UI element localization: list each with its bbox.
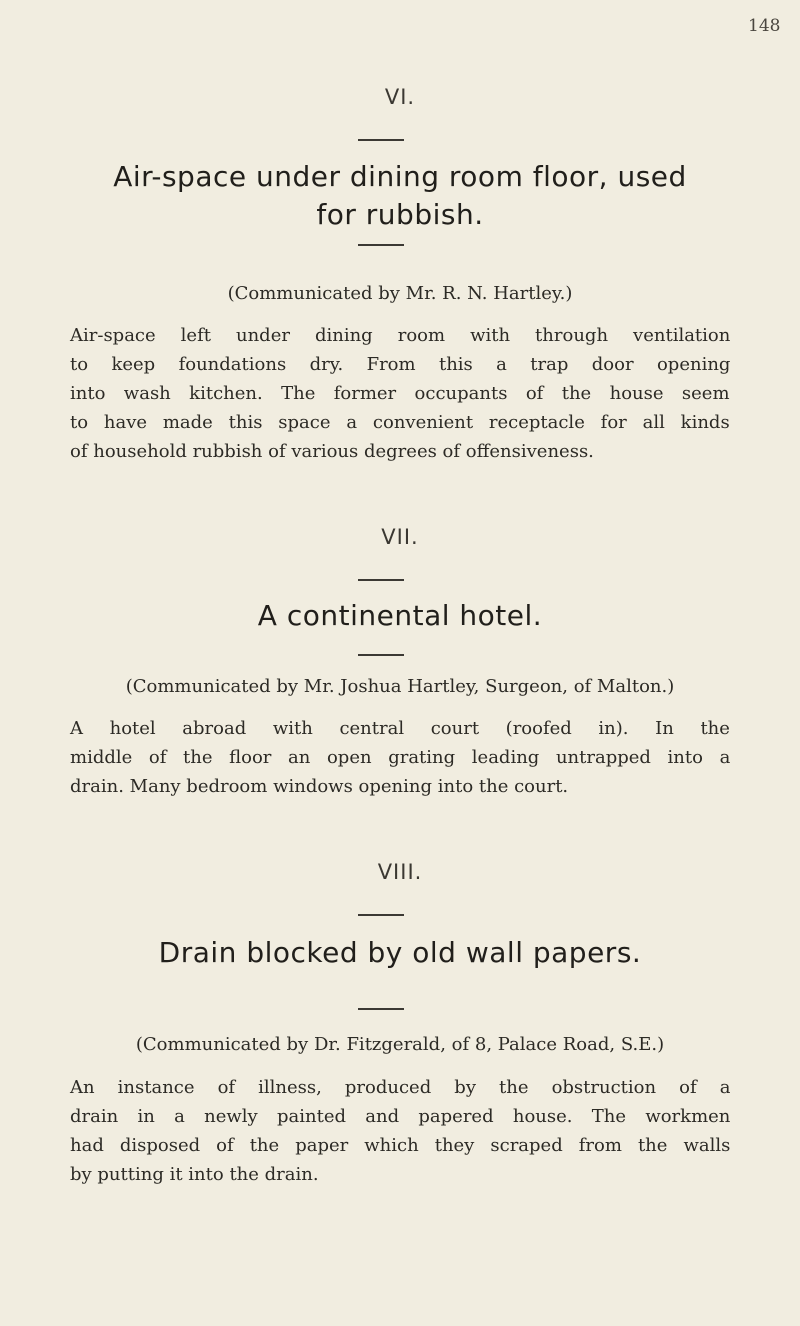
section-credit-vii: (Communicated by Mr. Joshua Hartley, Surgeon, of Malton.) [125,676,675,697]
body-line: into wash kitchen. The former occupants of the house seem [70,383,730,404]
body-line: by putting it into the drain. [70,1164,319,1185]
heading-line: for rubbish. [316,198,484,231]
section-numeral-viii: VIII. [377,860,423,884]
body-line: An instance of illness, produced by the obstruction of a [70,1077,731,1098]
page-number: 148 [748,16,781,36]
section-body-viii [70,1073,730,1189]
body-line: Air-space left under dining room with through ventilation [70,325,731,346]
section-rule [358,579,404,581]
section-credit-viii: (Communicated by Dr. Fitzgerald, of 8, Palace Road, S.E.) [135,1034,665,1055]
body-line: to have made this space a convenient receptacle for all kinds [70,412,730,433]
heading-line: A continental hotel. [257,599,543,632]
body-line: had disposed of the paper which they scraped from the walls [70,1135,731,1156]
section-credit-vi: (Communicated by Mr. R. N. Hartley.) [227,283,573,304]
section-body-vi [70,321,730,466]
body-line: of household rubbish of various degrees of offensiveness. [70,441,594,462]
section-numeral-vii: VII. [381,525,419,549]
section-body-vii [70,714,730,801]
heading-line: Air-space under dining room floor, used [113,160,687,193]
section-numeral-vi: VI. [384,85,416,109]
body-line: drain. Many bedroom windows opening into the court. [70,776,569,797]
section-rule [358,914,404,916]
section-rule [358,139,404,141]
body-line: A hotel abroad with central court (roofed in). In the [70,718,730,739]
section-rule [358,1008,404,1010]
body-line: drain in a newly painted and papered house. The workmen [70,1106,731,1127]
heading-line: Drain blocked by old wall papers. [158,936,642,969]
section-heading-vii [0,597,800,635]
section-heading-viii [0,934,800,972]
section-rule [358,654,404,656]
body-line: middle of the floor an open grating leading untrapped into a [70,747,731,768]
body-line: to keep foundations dry. From this a trap door opening [70,354,731,375]
section-heading-vi [0,158,800,234]
section-rule [358,244,404,246]
